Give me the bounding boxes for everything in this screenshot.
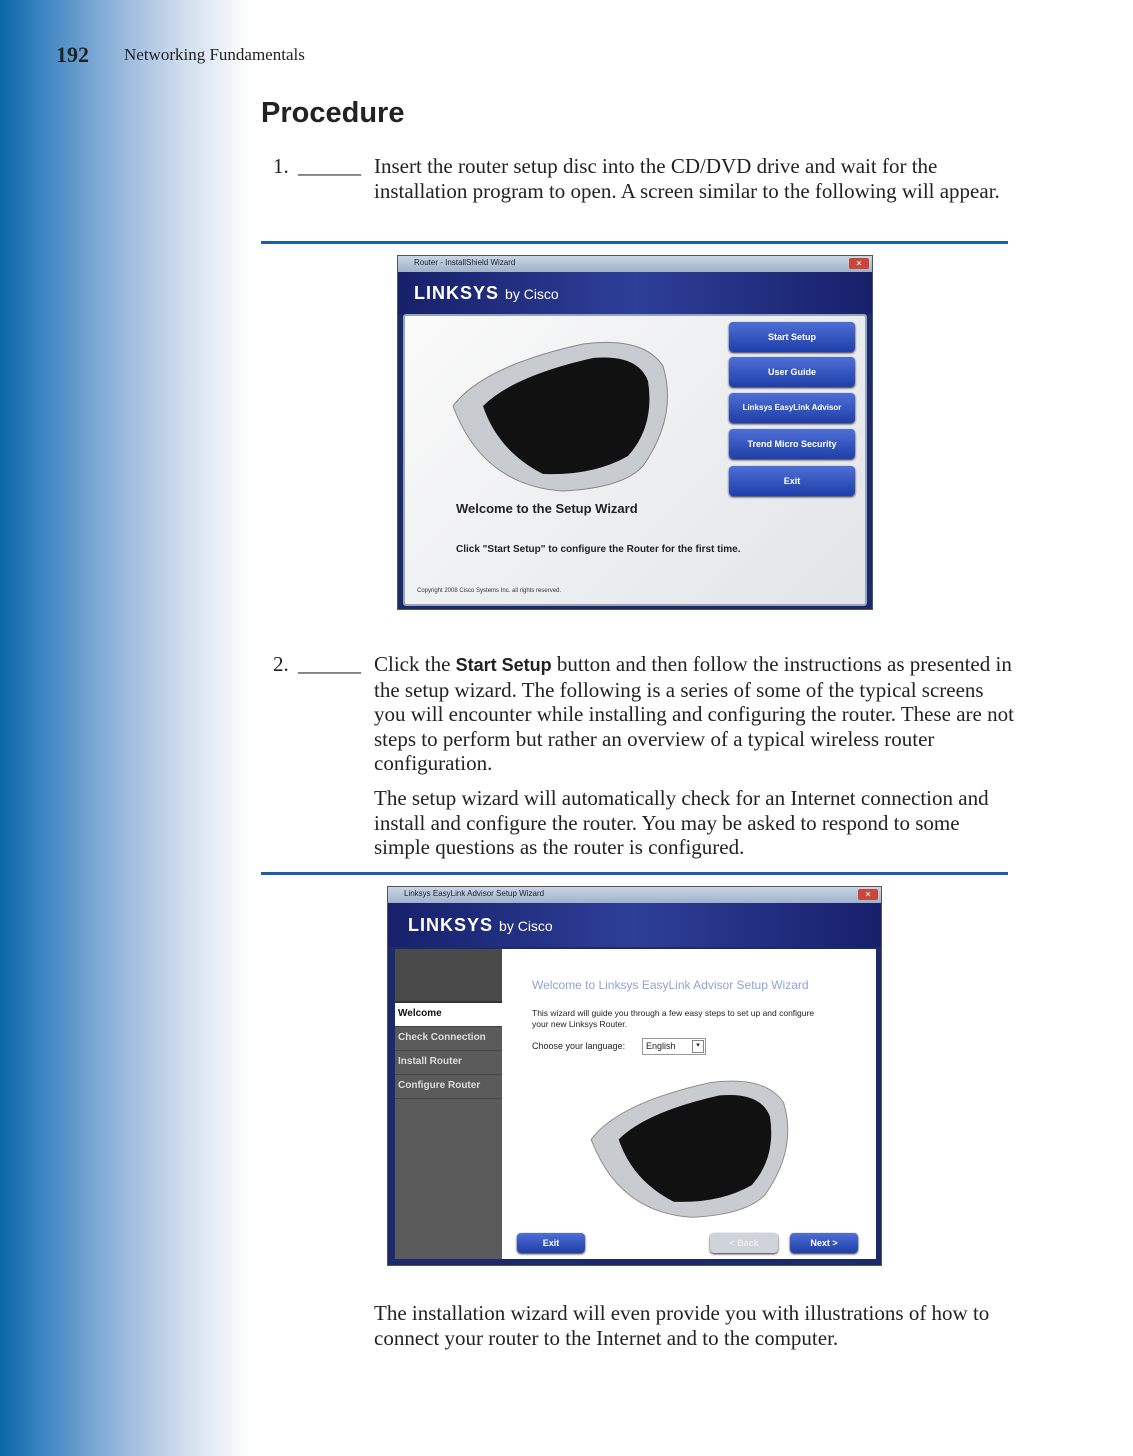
screenshot-easylink-wizard: [387, 886, 882, 1266]
linksys-logo: LINKSYS: [414, 283, 500, 303]
page-number: 192: [56, 42, 89, 67]
wizard-heading: Welcome to Linksys EasyLink Advisor Setup Wizard: [532, 978, 809, 992]
step-checkbox-blank: ______: [298, 652, 361, 676]
router-image: [582, 1064, 802, 1224]
language-select[interactable]: English ▾: [642, 1038, 706, 1055]
easylink-advisor-button[interactable]: Linksys EasyLink Advisor: [729, 393, 855, 423]
divider: [261, 241, 1008, 244]
exit-button[interactable]: Exit: [729, 466, 855, 496]
step-checkbox-blank: ______: [298, 154, 361, 178]
linksys-logo: LINKSYS: [408, 915, 494, 935]
close-icon: ✕: [849, 258, 869, 269]
step-paragraph: The setup wizard will automatically check for an Internet connection and install and configure the router. You may be asked to respond to some simple questions as the router is configured.: [374, 786, 989, 860]
start-setup-button[interactable]: Start Setup: [729, 322, 855, 352]
step-number: 1.: [273, 154, 289, 178]
wizard-description: This wizard will guide you through a few easy steps to set up and configure your new Linksys Router.: [532, 1008, 815, 1029]
router-image: [443, 326, 683, 496]
nav-install-router[interactable]: Install Router: [395, 1051, 502, 1075]
step-text: Click the Start Setup button and then follow the instructions as presented in the setup wizard. The following is a series of some of the typical screens you will encounter while installing and configuring the router. These are not steps to perform but rather an overview of a typical wireless router configuration.: [374, 652, 1014, 776]
closing-paragraph: The installation wizard will even provide you with illustrations of how to connect your router to the Internet and to the computer.: [374, 1301, 990, 1350]
nav-welcome[interactable]: Welcome: [395, 1003, 502, 1027]
divider: [261, 872, 1008, 875]
next-button[interactable]: Next >: [790, 1233, 858, 1253]
running-title: Networking Fundamentals: [124, 45, 305, 64]
wizard-heading: Welcome to the Setup Wizard: [456, 501, 638, 516]
screenshot-installshield-wizard: [397, 255, 873, 610]
page-margin-band: [0, 0, 250, 1456]
start-setup-term: Start Setup: [455, 655, 552, 675]
language-label: Choose your language:: [532, 1041, 626, 1051]
exit-button[interactable]: Exit: [517, 1233, 585, 1253]
section-title: Procedure: [261, 97, 405, 129]
close-icon: ✕: [858, 889, 878, 900]
logo-suffix: by Cisco: [499, 918, 553, 934]
chevron-down-icon: ▾: [692, 1040, 704, 1053]
logo-suffix: by Cisco: [505, 286, 559, 302]
window-title: Linksys EasyLink Advisor Setup Wizard: [404, 889, 545, 898]
wizard-instruction: Click "Start Setup" to configure the Router for the first time.: [456, 544, 741, 555]
window-title: Router - InstallShield Wizard: [414, 258, 516, 267]
back-button[interactable]: < Back: [710, 1233, 778, 1253]
user-guide-button[interactable]: User Guide: [729, 357, 855, 387]
nav-configure-router[interactable]: Configure Router: [395, 1075, 502, 1099]
trend-micro-button[interactable]: Trend Micro Security: [729, 429, 855, 459]
step-number: 2.: [273, 652, 289, 676]
step-text: Insert the router setup disc into the CD/DVD drive and wait for the installation program to open. A screen similar to the following will appear.: [374, 154, 1000, 203]
copyright: Copyright 2008 Cisco Systems Inc. all rights reserved.: [417, 588, 562, 594]
nav-check-connection[interactable]: Check Connection: [395, 1027, 502, 1051]
